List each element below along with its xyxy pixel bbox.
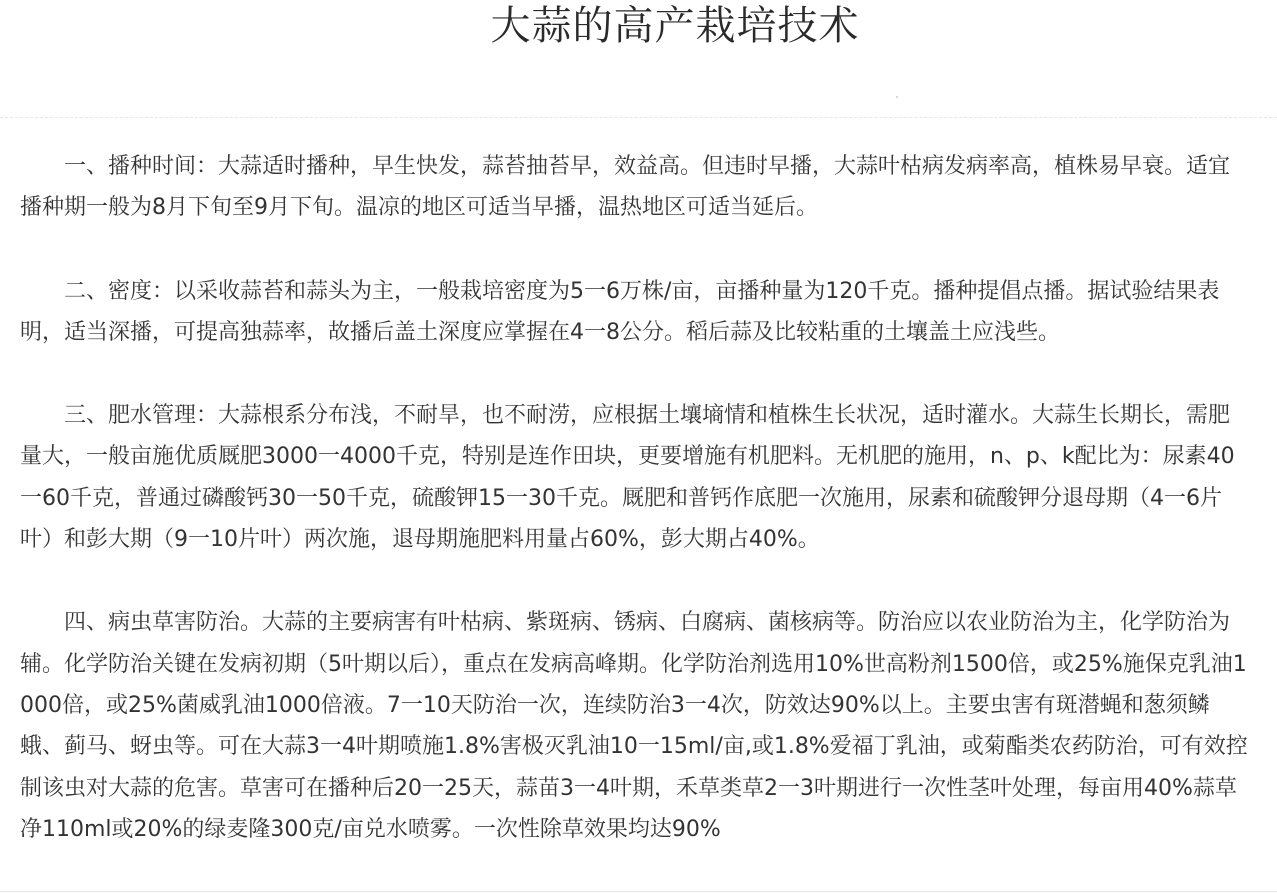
paragraph-fertilizer-water: 三、肥水管理：大蒜根系分布浅，不耐旱，也不耐涝，应根据土壤墒情和植株生长状况，适时灌水。大蒜生长期长，需肥量大，一般亩施优质厩肥3000一4000千克，特别是连作田块，更要增施有机肥料。无机肥的施用，n、p、k配比为：尿素40一60千克，普通过磷酸钙30一50千克，硫酸钾15一30千克。厩肥和普钙作底肥一次施用，尿素和硫酸钾分退母期（4一6片叶）和彭大期（9一10片叶）两次施，退母期施肥料用量占60%，彭大期占40%。 — [20, 403, 1235, 553]
bottom-divider — [0, 891, 1277, 892]
decorative-dot — [896, 96, 898, 98]
article-body — [20, 146, 1250, 850]
paragraph-density: 二、密度：以采收蒜苔和蒜头为主，一般栽培密度为5一6万株/亩，亩播种量为120千克。播种提倡点播。据试验结果表明，适当深播，可提高独蒜率，故播后盖土深度应掌握在4一8公分。稻后蒜及比较粘重的土壤盖土应浅些。 — [20, 278, 1220, 345]
paragraph-sowing-time: 一、播种时间：大蒜适时播种，早生快发，蒜苔抽苔早，效益高。但违时早播，大蒜叶枯病发病率高，植株易早衰。适宜播种期一般为8月下旬至9月下旬。温凉的地区可适当早播，温热地区可适当延后。 — [20, 154, 1231, 221]
paragraph-pest-control: 四、病虫草害防治。大蒜的主要病害有叶枯病、紫斑病、锈病、白腐病、菌核病等。防治应以农业防治为主，化学防治为辅。化学防治关键在发病初期（5叶期以后），重点在发病高峰期。化学防治剂选用10%世高粉剂1500倍，或25%施保克乳油1000倍，或25%菌威乳油1000倍液。7一10天防治一次，连续防治3一4次，防效达90%以上。主要虫害有斑潜蝇和葱须鳞蛾、蓟马、蚜虫等。可在大蒜3一4叶期喷施1.8%害极灭乳油10一15ml/亩,或1.8%爱福丁乳油，或菊酯类农药防治，可有效控制该虫对大蒜的危害。草害可在播种后20一25天，蒜苗3一4叶期，禾草类草2一3叶期进行一次性茎叶处理，每亩用40%蒜草净110ml或20%的绿麦隆300克/亩兑水喷雾。一次性除草效果均达90% — [20, 610, 1248, 842]
title-divider — [0, 117, 1277, 118]
article-title: 大蒜的高产栽培技术 — [490, 3, 860, 49]
